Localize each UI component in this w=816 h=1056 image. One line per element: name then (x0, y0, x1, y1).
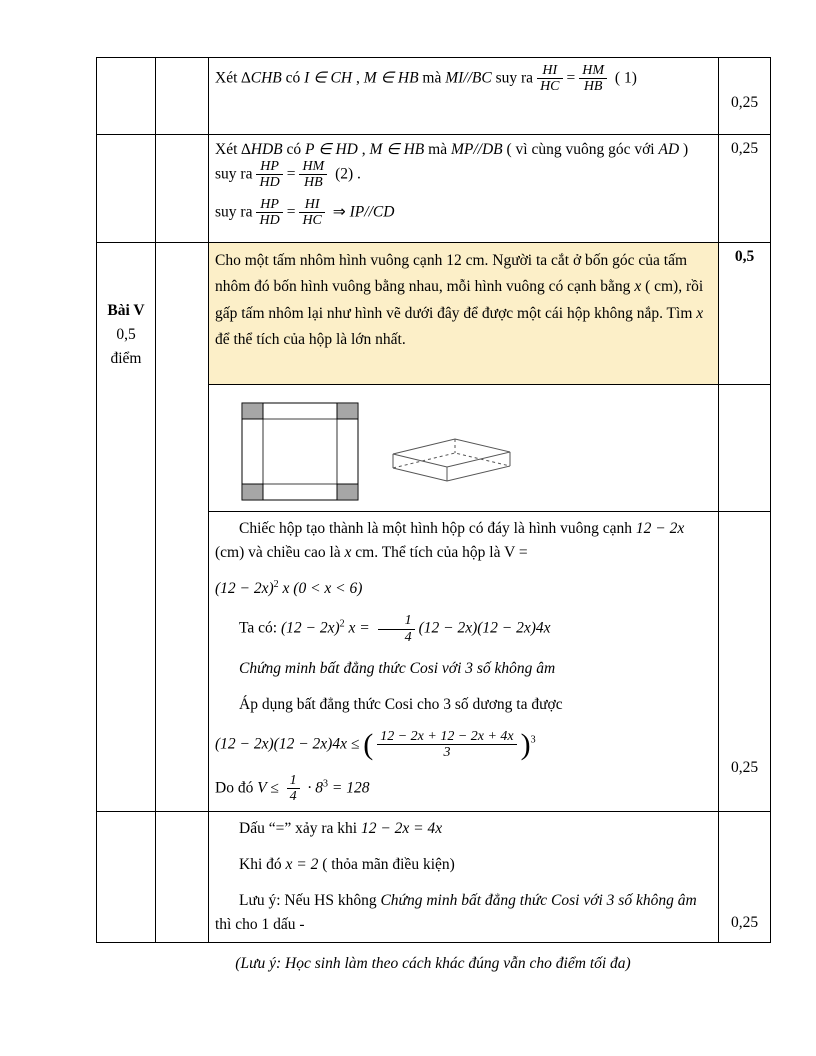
math-run: P ∈ HD (305, 141, 358, 158)
fraction-denominator: HB (303, 175, 323, 191)
problem-label-cell (97, 243, 156, 812)
italic-run: Chứng minh bất đẳng thức Cosi với 3 số không âm (380, 892, 697, 910)
solution-step-cell (209, 512, 719, 812)
fraction (299, 159, 327, 191)
equals-sign: = (566, 69, 576, 87)
solution-paragraph (215, 613, 712, 645)
math-run: MI//BC (445, 69, 492, 87)
table-row (97, 812, 771, 943)
fraction-denominator: HC (302, 213, 322, 229)
text-run: để thể tích của hộp là lớn nhất. (215, 331, 406, 349)
fraction-numerator: 12 − 2x + 12 − 2x + 4x (377, 729, 516, 745)
fraction (537, 63, 562, 95)
conclusion-line (215, 773, 712, 805)
solution-step-cell (209, 135, 719, 243)
text-run: có (282, 141, 305, 158)
points-value: 0,25 (730, 914, 759, 932)
problem-score-unit: điểm (110, 350, 142, 368)
text-run: cm. Thể tích của hộp là V = (351, 544, 528, 562)
table-row (97, 135, 771, 243)
math-run: IP//CD (349, 203, 395, 221)
math-run: · 8 (303, 779, 324, 797)
math-run: x = 2 (285, 856, 319, 874)
points-cell (719, 812, 771, 943)
text-run: , (357, 141, 370, 158)
math-run: M ∈ HB (363, 69, 419, 87)
table-row (97, 58, 771, 135)
fraction-denominator: 4 (404, 629, 412, 645)
fraction (299, 197, 324, 229)
text-run: ) suy ra (215, 141, 689, 183)
statement-line (215, 197, 712, 229)
implies-arrow: ⇒ (328, 203, 350, 221)
exponent: 3 (323, 778, 329, 790)
points-value: 0,5 (734, 248, 755, 265)
text-run: ( vì cùng vuông góc với (502, 141, 659, 158)
empty-cell (156, 243, 209, 812)
math-run: x (696, 304, 704, 322)
text-run: suy ra (215, 203, 253, 221)
empty-cell (156, 812, 209, 943)
figure-cell (209, 385, 719, 512)
fraction-denominator: 3 (443, 745, 451, 761)
text-run: Cho một tấm nhôm hình vuông cạnh 12 cm. Người ta cắt ở bốn góc của tấm nhôm đó bốn hình vuông bằng nhau, mỗi hình vuông có cạnh bằng (215, 252, 688, 296)
open-box-3d-figure (389, 426, 515, 488)
cosi-note-line (215, 657, 712, 681)
problem-statement-cell (209, 243, 719, 385)
fraction-denominator: HD (259, 213, 280, 229)
math-run: 12 − 2x = 4x (360, 820, 443, 837)
exponent: 2 (273, 579, 279, 591)
problem-number: Bài V (107, 302, 145, 319)
fraction (256, 197, 282, 229)
solution-paragraph (215, 517, 712, 565)
text-run: (2) . (331, 165, 361, 183)
fraction-denominator: HB (583, 79, 603, 95)
text-run: Do đó (215, 779, 258, 797)
text-run: Chiếc hộp tạo thành là một hình hộp có đáy là hình vuông cạnh (239, 520, 636, 537)
volume-formula-line (215, 577, 712, 601)
points-value: 0,25 (730, 759, 759, 776)
fraction-numerator: HM (579, 63, 607, 79)
empty-cell (97, 58, 156, 135)
footer-note: (Lưu ý: Học sinh làm theo cách khác đúng vẫn cho điểm tối đa) (235, 955, 631, 973)
math-run: MP//DB (450, 141, 503, 158)
text-run: mà (424, 141, 451, 158)
equals-sign: = (286, 203, 296, 221)
text-run: suy ra (491, 69, 534, 87)
text-run: Ta có: (239, 619, 281, 637)
equality-case-line (215, 817, 712, 841)
fraction-numerator: HP (256, 159, 282, 175)
cosi-inequality-line (215, 729, 712, 761)
math-run: x (0 < x < 6) (278, 580, 363, 598)
grading-note-line (215, 889, 712, 937)
text-run: thì cho 1 dấu - (215, 916, 305, 934)
text-run: mà (418, 69, 446, 87)
statement-line (215, 140, 712, 191)
math-run: V ≤ (257, 779, 283, 797)
points-cell (719, 58, 771, 135)
math-run: I ∈ CH (304, 69, 353, 87)
math-run: (12 − 2x) (215, 580, 274, 598)
text-run: có (281, 69, 305, 87)
math-run: ∆HDB (241, 141, 283, 158)
big-open-paren: ( (363, 727, 374, 761)
problem-score: 0,5 (116, 326, 136, 344)
solution-step-cell (209, 812, 719, 943)
square-net-figure (241, 402, 359, 502)
math-run: AD (658, 141, 680, 158)
math-run: = 128 (328, 779, 370, 797)
text-run: Chứng minh bất đẳng thức Cosi với 3 số không âm (239, 659, 556, 677)
fraction (579, 63, 607, 95)
points-value: 0,25 (730, 94, 759, 111)
math-run: x = (344, 619, 374, 637)
solution-paragraph (215, 693, 712, 717)
fraction (287, 773, 300, 805)
equals-sign: = (286, 165, 296, 183)
fraction (377, 729, 516, 761)
fraction-numerator: HM (299, 159, 327, 175)
solution-step-cell (209, 58, 719, 135)
text-run: Lưu ý: Nếu HS không (239, 892, 381, 910)
math-run: (12 − 2x)(12 − 2x)4x (418, 619, 551, 637)
empty-cell (156, 135, 209, 243)
text-run: Khi đó (239, 856, 286, 874)
fraction-denominator: HC (540, 79, 560, 95)
exponent: 3 (530, 734, 536, 746)
exponent: 2 (339, 618, 345, 630)
fraction (256, 159, 282, 191)
points-cell (719, 135, 771, 243)
big-close-paren: ) (520, 727, 531, 761)
fraction (378, 613, 415, 645)
math-run: x (634, 278, 642, 296)
text-run: ( 1) (611, 69, 637, 87)
math-run: 12 − 2x (635, 520, 685, 537)
fraction-numerator: 1 (287, 773, 300, 789)
text-run: (cm) và chiều cao là (215, 544, 345, 562)
fraction-denominator: HD (259, 175, 280, 191)
text-run: Xét (215, 69, 242, 87)
fraction-numerator: 1 (378, 613, 415, 629)
math-run: (12 − 2x) (280, 619, 340, 637)
text-run: ( cm), rồi gấp tấm nhôm lại như hình vẽ dưới đây để được một cái hộp không nắp. Tìm (215, 278, 704, 322)
text-run: Xét (215, 141, 242, 158)
problem-statement (215, 248, 712, 353)
table-row (97, 243, 771, 385)
grading-rubric-table (96, 57, 771, 943)
empty-cell (156, 58, 209, 135)
points-cell (719, 512, 771, 812)
text-run: ( thỏa mãn điều kiện) (318, 856, 455, 874)
fraction-numerator: HI (299, 197, 324, 213)
math-run: x (344, 544, 352, 562)
text-run: Dấu “=” xảy ra khi (239, 820, 361, 837)
points-value: 0,25 (730, 140, 759, 157)
math-run: M ∈ HB (369, 141, 425, 158)
figure-group (215, 390, 712, 506)
empty-cell (97, 135, 156, 243)
empty-cell (97, 812, 156, 943)
text-run: Áp dụng bất đẳng thức Cosi cho 3 số dương ta được (239, 696, 563, 713)
fraction-denominator: 4 (289, 789, 297, 805)
fraction-numerator: HI (537, 63, 562, 79)
math-run: ∆CHB (241, 69, 282, 87)
answer-line (215, 853, 712, 877)
statement-line (215, 63, 712, 95)
fraction-numerator: HP (256, 197, 282, 213)
math-run: (12 − 2x)(12 − 2x)4x ≤ (215, 735, 364, 753)
text-run: , (352, 69, 364, 87)
points-cell (719, 243, 771, 385)
points-cell (719, 385, 771, 512)
